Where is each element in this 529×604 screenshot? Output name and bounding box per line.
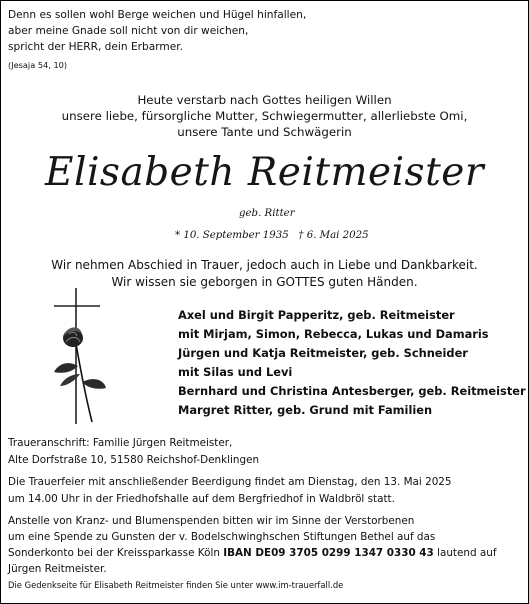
mourner-line: Bernhard und Christina Antesberger, geb. Reitmeister [178,384,526,398]
intro-line: Heute verstarb nach Gottes heiligen Willen [137,93,392,107]
donation-line: um eine Spende zu Gunsten der v. Bodelschwinghschen Stiftungen Bethel auf das [8,531,436,543]
verse-line: aber meine Gnade soll nicht von dir weichen, [8,25,249,37]
verse-line: Denn es sollen wohl Berge weichen und Hügel hinfallen, [8,9,307,21]
intro-line: unsere Tante und Schwägerin [177,125,352,139]
maiden-name: geb. Ritter [239,208,295,219]
verse-reference: (Jesaja 54, 10) [8,60,68,70]
address-line: Alte Dorfstraße 10, 51580 Reichshof-Denklingen [8,454,260,466]
address-line: Traueranschrift: Familie Jürgen Reitmeister, [8,437,233,449]
iban: IBAN DE09 3705 0299 1347 0330 43 [223,547,434,559]
funeral-line: Die Trauerfeier mit anschließender Beerdigung findet am Dienstag, den 13. Mai 2025 [8,476,452,488]
farewell-line: Wir nehmen Abschied in Trauer, jedoch auch in Liebe und Dankbarkeit. [51,258,478,272]
donation-line: Anstelle von Kranz- und Blumenspenden bitten wir im Sinne der Verstorbenen [8,515,415,527]
funeral-line: um 14.00 Uhr in der Friedhofshalle auf dem Bergfriedhof in Waldbröl statt. [8,493,395,505]
life-dates: * 10. September 1935 † 6. Mai 2025 [175,230,369,241]
intro-line: unsere liebe, fürsorgliche Mutter, Schwiegermutter, allerliebste Omi, [61,109,468,123]
footer-note: Die Gedenkseite für Elisabeth Reitmeister finden Sie unter www.im-trauerfall.de [8,580,344,590]
donation-line [8,547,497,559]
account-suffix: lautend auf [433,547,497,559]
deceased-name: Elisabeth Reitmeister [45,150,484,195]
mourner-line: mit Mirjam, Simon, Rebecca, Lukas und Damaris [178,327,489,341]
mourner-line: Margret Ritter, geb. Grund mit Familien [178,403,433,417]
farewell-line: Wir wissen sie geborgen in GOTTES guten Händen. [111,275,418,289]
donation-line: Jürgen Reitmeister. [8,563,107,575]
mourner-line: mit Silas und Levi [178,365,293,379]
account-text: Sonderkonto bei der Kreissparkasse Köln [8,547,224,559]
mourner-line: Jürgen und Katja Reitmeister, geb. Schneider [178,346,468,360]
verse-line: spricht der HERR, dein Erbarmer. [8,41,183,53]
cross-rose-icon [40,286,120,426]
mourner-line: Axel und Birgit Papperitz, geb. Reitmeister [178,308,455,322]
